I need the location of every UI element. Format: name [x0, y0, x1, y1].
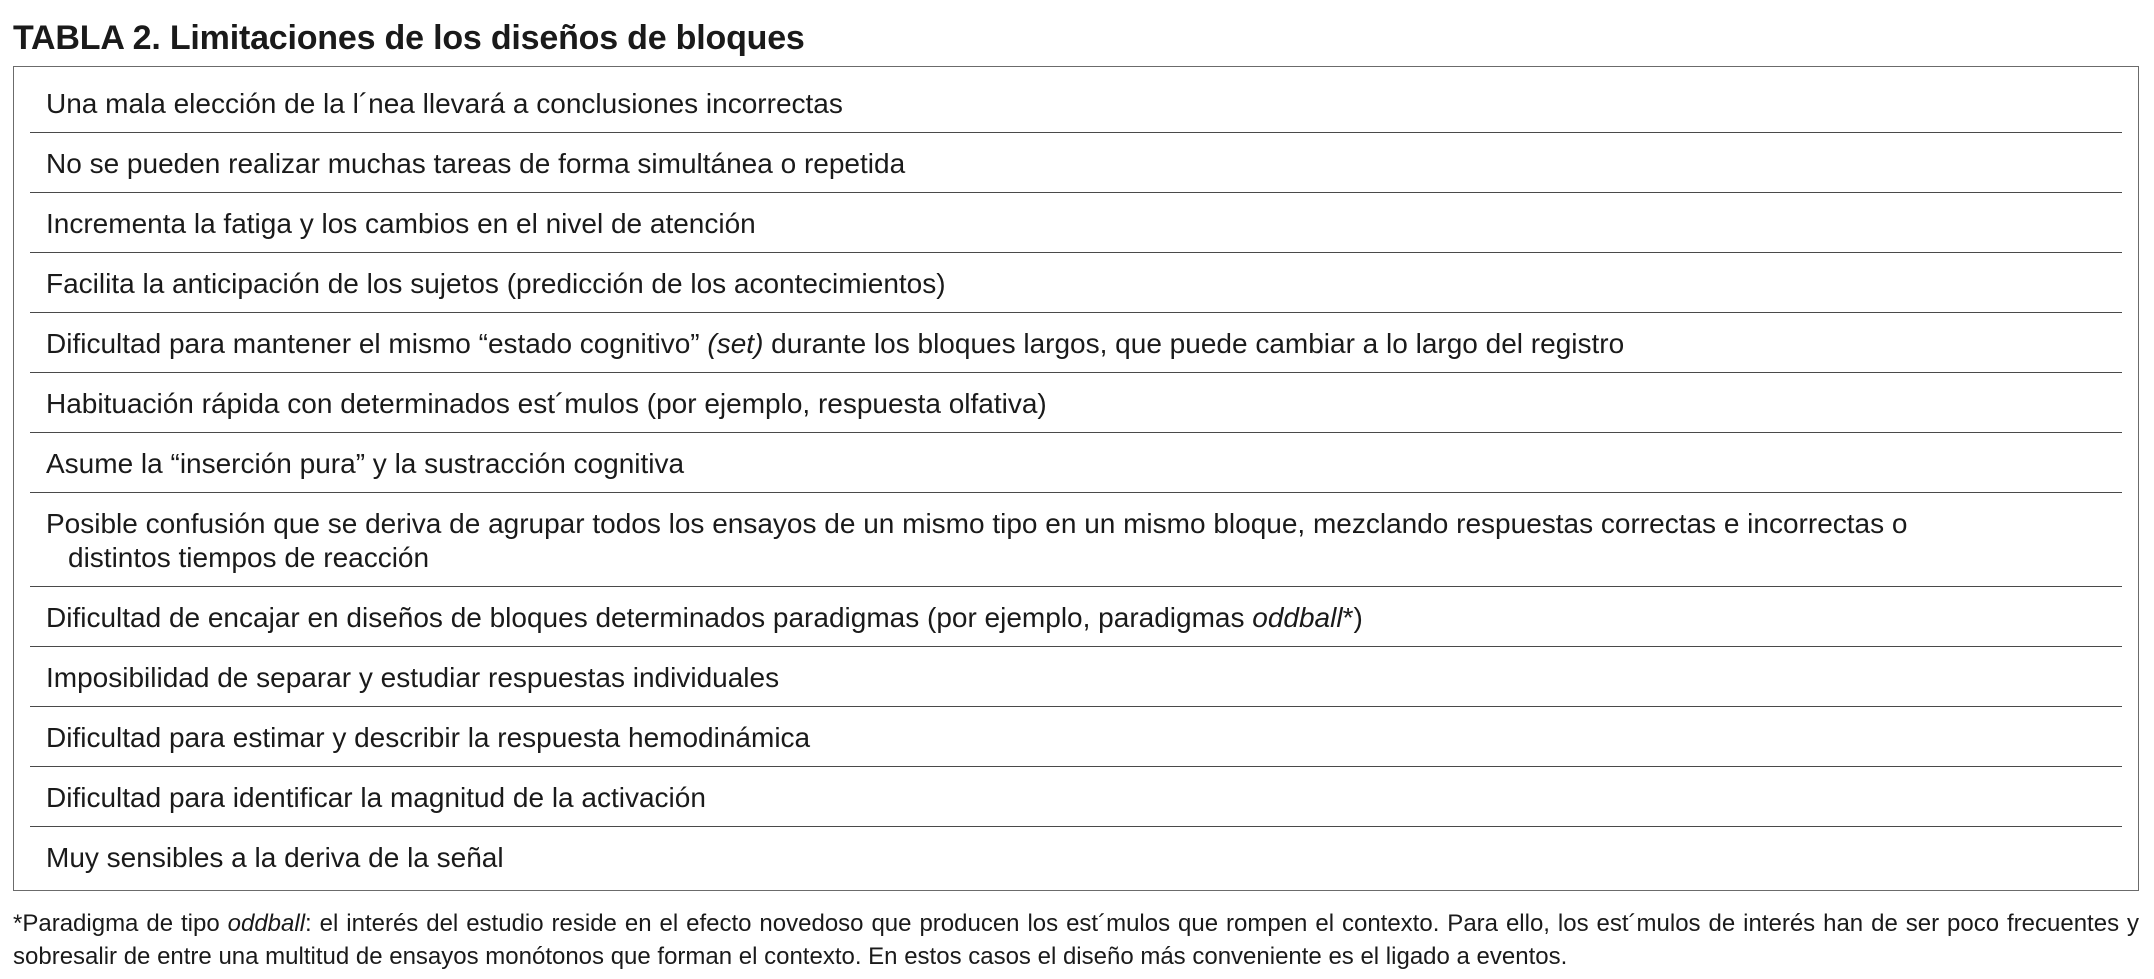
row-italic-term: oddball [1252, 602, 1343, 633]
table-row: Facilita la anticipación de los sujetos (predicción de los acontecimientos) [30, 253, 2122, 313]
row-text-continuation: distintos tiempos de reacción [68, 542, 430, 573]
footnote-italic-term: oddball [227, 910, 306, 937]
document-page [13, 14, 2139, 973]
table-row: Incrementa la fatiga y los cambios en el nivel de atención [30, 193, 2122, 253]
table-row: Muy sensibles a la deriva de la señal [46, 842, 504, 873]
table-row: No se pueden realizar muchas tareas de forma simultánea o repetida [30, 133, 2122, 193]
table-row: Habituación rápida con determinados est´mulos (por ejemplo, respuesta olfativa) [30, 373, 2122, 433]
table-row: Asume la “inserción pura” y la sustracción cognitiva [30, 433, 2122, 493]
row-text: Dificultad de encajar en diseños de bloques determinados paradigmas (por ejemplo, paradigmas [46, 602, 1253, 633]
table-row: Imposibilidad de separar y estudiar respuestas individuales [30, 647, 2122, 707]
row-text: Posible confusión que se deriva de agrupar todos los ensayos de un mismo tipo en un mismo bloque, mezclando respuestas correctas e incorrectas o [46, 508, 1908, 539]
footnote-text: : el interés del estudio reside en el efecto novedoso que producen los est´mulos que rompen el contexto. Para ello, los est´mulos de interés han de ser poco frecuentes y sobresalir de entre una multitud de ensayos monótonos que forman el contexto. En estos casos el diseño más conveniente es el ligado a eventos. [13, 910, 2140, 970]
limitations-table [13, 66, 2139, 891]
table-row [30, 587, 2122, 647]
table-row: Una mala elección de la l´nea llevará a conclusiones incorrectas [30, 73, 2122, 133]
footnote-prefix: *Paradigma de tipo [13, 910, 228, 937]
row-text: *) [1342, 602, 1363, 633]
table-row: Dificultad para estimar y describir la respuesta hemodinámica [30, 707, 2122, 767]
table-row [30, 493, 2122, 587]
row-text: Dificultad para mantener el mismo “estado cognitivo” [46, 328, 708, 359]
table-title: TABLA 2. Limitaciones de los diseños de bloques [13, 19, 805, 57]
row-text: durante los bloques largos, que puede cambiar a lo largo del registro [763, 328, 1625, 359]
table-row [30, 313, 2122, 373]
table-row: Dificultad para identificar la magnitud de la activación [30, 767, 2122, 827]
row-italic-term: (set) [707, 328, 764, 359]
table-footnote [13, 907, 2139, 973]
